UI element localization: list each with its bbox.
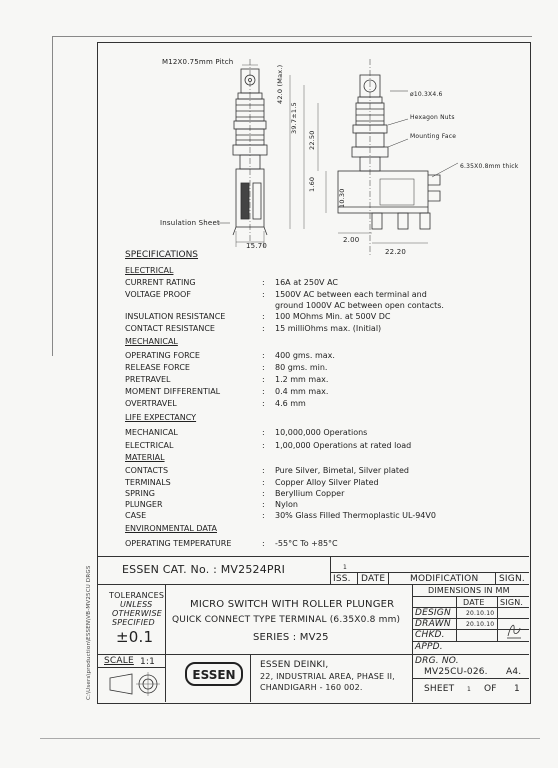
divider [412,678,529,679]
divider [456,596,457,641]
colon: : [262,375,265,384]
voltage-proof-value-2: ground 1000V AC between open contacts. [275,301,444,310]
operating-temperature-value: -55°C To +85°C [275,539,338,548]
life-expectancy-header: LIFE EXPECTANCY [125,413,197,422]
life-mechanical-label: MECHANICAL [125,428,178,437]
thread-label: M12X0.75mm Pitch [162,58,234,66]
drawing-title-2: QUICK CONNECT TYPE TERMINAL (6.35X0.8 mm) [172,615,401,625]
sheet-size: A4. [506,667,522,677]
colon: : [262,489,265,498]
design-date: 20.10.10 [466,610,495,617]
operating-temperature-label: OPERATING TEMPERATURE [125,539,232,548]
divider [330,572,529,573]
moment-differential-label: MOMENT DIFFERENTIAL [125,387,221,396]
iss-header: ISS. [333,574,351,584]
divider [97,556,529,557]
dim-397: 39.7±1.5 [290,102,298,134]
colon: : [262,324,265,333]
tolerances-line-2: UNLESS [120,600,153,609]
tolerance-value: ±0.1 [116,628,154,646]
environmental-header: ENVIRONMENTAL DATA [125,524,217,533]
terminals-value: Copper Alloy Silver Plated [275,478,379,487]
insulation-resistance-value: 100 MOhms Min. at 500V DC [275,312,391,321]
colon: : [262,351,265,360]
modification-header: MODIFICATION [410,574,479,584]
date-column-header: DATE [463,598,485,607]
life-electrical-value: 1,00,000 Operations at rated load [275,441,412,450]
date-header: DATE [361,574,386,584]
divider [165,654,166,702]
colon: : [262,278,265,287]
release-force-value: 80 gms. min. [275,363,328,372]
divider [97,667,165,668]
file-path: C:\Users\production\ESSEN\VB-MV25CU DRGS [86,565,92,700]
mounting-face-label: Mounting Face [410,133,457,140]
sign-header: SIGN. [499,574,525,584]
case-value: 30% Glass Filled Thermoplastic UL-94V0 [275,511,436,520]
overtravel-value: 4.6 mm [275,399,306,408]
of-label: OF [484,684,497,694]
top-margin-line [52,36,532,37]
divider [97,584,529,585]
current-rating-value: 16A at 250V AC [275,278,338,287]
projection-symbol-icon [106,670,162,698]
spring-label: SPRING [125,489,156,498]
divider [357,572,358,584]
insulation-sheet-label: Insulation Sheet [160,219,220,227]
colon: : [262,441,265,450]
divider [330,556,331,584]
life-mechanical-value: 10,000,000 Operations [275,428,368,437]
divider [495,572,496,584]
drawing-number-label: DRG. NO. [415,656,459,666]
pretravel-value: 1.2 mm max. [275,375,329,384]
colon: : [262,428,265,437]
drawn-label: DRAWN [415,619,451,629]
company-name: ESSEN DEINKI, [260,660,329,670]
colon: : [262,290,265,299]
material-header: MATERIAL [125,453,165,462]
operating-force-label: OPERATING FORCE [125,351,200,360]
terminal-thickness-label: 6.35X0.8mm thick [460,163,519,170]
side-view [218,59,267,247]
divider [165,584,166,654]
terminals-label: TERMINALS [125,478,171,487]
front-view [290,59,458,255]
company-address-1: 22, INDUSTRIAL AREA, PHASE II, [260,672,395,681]
plunger-label: PLUNGER [125,500,163,509]
voltage-proof-value-1: 1500V AC between each terminal and [275,290,427,299]
voltage-proof-label: VOLTAGE PROOF [125,290,191,299]
contacts-label: CONTACTS [125,466,169,475]
divider [97,654,529,655]
spring-value: Beryllium Copper [275,489,345,498]
colon: : [262,478,265,487]
plunger-value: Nylon [275,500,298,509]
drawing-number: MV25CU-026. [424,667,488,677]
dim-1030: 10.30 [338,188,346,208]
sheet-label: SHEET [424,684,455,694]
divider [412,596,529,597]
essen-logo-text: ESSEN [192,668,236,682]
case-label: CASE [125,511,147,520]
divider [250,654,251,702]
release-force-label: RELEASE FORCE [125,363,190,372]
scale-label: SCALE [104,656,134,666]
contacts-value: Pure Silver, Bimetal, Silver plated [275,466,410,475]
divider [388,572,389,584]
insulation-resistance-label: INSULATION RESISTANCE [125,312,226,321]
dim-200: 2.00 [343,236,360,244]
sheet-number: 1 [467,686,472,693]
approved-label: APPD. [415,642,443,652]
colon: : [262,511,265,520]
company-address-2: CHANDIGARH - 160 002. [260,683,363,692]
drawn-date: 20.10.10 [466,621,495,628]
colon: : [262,539,265,548]
dim-160: 1.60 [308,176,316,192]
specifications-title: SPECIFICATIONS [125,250,199,260]
tolerances-line-3: OTHERWISE [112,609,163,618]
dimensions-in-mm: DIMENSIONS IN MM [428,586,510,595]
tolerances-line-1: TOLERANCES [109,591,165,600]
colon: : [262,399,265,408]
essen-logo [185,662,243,686]
checked-label: CHKD. [415,630,445,640]
pretravel-label: PRETRAVEL [125,375,171,384]
electrical-header: ELECTRICAL [125,266,174,275]
series-label: SERIES : MV25 [253,632,329,643]
moment-differential-value: 0.4 mm max. [275,387,329,396]
contact-resistance-value: 15 milliOhms max. (Initial) [275,324,382,333]
divider [412,584,413,702]
colon: : [262,312,265,321]
bottom-margin-line [40,738,540,739]
tolerances-line-4: SPECIFIED [112,618,155,627]
life-electrical-label: ELECTRICAL [125,441,174,450]
dim-2220: 22.20 [385,248,407,256]
roller-dim-label: ø10.3X4.6 [410,91,443,98]
switch-drawing [140,55,500,260]
colon: : [262,500,265,509]
operating-force-value: 400 gms. max. [275,351,335,360]
mechanical-header: MECHANICAL [125,337,178,346]
dim-1570: 15.70 [246,242,268,250]
colon: : [262,466,265,475]
scale-value: 1:1 [140,657,156,667]
catalogue-number: ESSEN CAT. No. : MV2524PRI [122,563,286,576]
sheet-total: 1 [514,684,520,694]
colon: : [262,363,265,372]
sign-column-header: SIGN. [500,598,524,607]
design-label: DESIGN [415,608,451,618]
signature-mark [505,620,523,640]
left-margin-line [52,36,53,356]
drawing-title-1: MICRO SWITCH WITH ROLLER PLUNGER [190,599,395,610]
overtravel-label: OVERTRAVEL [125,399,177,408]
dim-42: 42.0 (Max.) [276,64,284,104]
dim-2250: 22.50 [308,130,316,150]
divider [497,596,498,641]
hexagon-nuts-label: Hexagon Nuts [410,114,455,121]
revision-number: 1 [343,564,348,571]
current-rating-label: CURRENT RATING [125,278,196,287]
contact-resistance-label: CONTACT RESISTANCE [125,324,215,333]
colon: : [262,387,265,396]
